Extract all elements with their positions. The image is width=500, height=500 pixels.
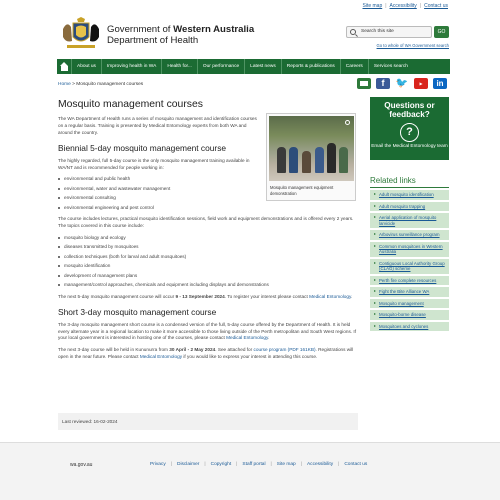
topics-list xyxy=(58,235,358,289)
related-link[interactable]: Mosquitoes and cyclones xyxy=(370,322,449,332)
related-links-list xyxy=(370,190,449,333)
utility-links: Site map | Accessibility | Contact us xyxy=(362,3,448,9)
breadcrumb-home[interactable]: Home xyxy=(58,82,71,87)
nav-latest-news[interactable]: Latest news xyxy=(245,59,282,74)
related-links-title: Related links xyxy=(370,176,416,185)
related-link[interactable]: Mosquito management xyxy=(370,299,449,309)
list-item: environmental engineering and pest control xyxy=(58,205,358,212)
short-course-heading: Short 3-day mosquito management course xyxy=(58,306,217,317)
medical-entomology-link[interactable]: Medical Entomology xyxy=(226,335,268,341)
related-link[interactable]: Arbovirus surveillance program xyxy=(370,230,449,240)
footer-links: Privacy | Disclaimer | Copyright | Staff portal | Site map | Accessibility | Contact us xyxy=(150,462,368,467)
nav-services-search[interactable]: Services search xyxy=(373,64,408,69)
intro-text: The WA Department of Health runs a series of mosquito management and identification courses on a regular basis. Training is presented by Medical Entomology experts from both WA and around the country. xyxy=(58,116,257,135)
biennial-paragraph: The highly regarded, full 5-day course is the only mosquito management training available in WA/NT and is recommended for people working in: xyxy=(58,157,250,170)
photo-person xyxy=(277,147,286,173)
wa-government-search-link[interactable]: Go to whole of WA Government search xyxy=(376,43,449,48)
photo-person xyxy=(289,147,298,173)
related-link[interactable]: Aerial application of mosquito larvicide xyxy=(370,213,449,228)
list-item: mosquito identification xyxy=(58,263,358,270)
zoom-icon[interactable] xyxy=(345,120,350,125)
page-title: Mosquito management courses xyxy=(58,99,203,110)
sitemap-link[interactable]: Site map xyxy=(362,3,383,9)
photo-person xyxy=(302,151,311,173)
related-link[interactable]: Mosquito-borne disease xyxy=(370,310,449,320)
related-links-divider xyxy=(370,187,449,188)
figure-caption: Mosquito management equipment demonstration xyxy=(270,185,334,196)
nav-our-performance[interactable]: Our performance xyxy=(198,59,245,74)
footer-contact-link[interactable]: Contact us xyxy=(344,462,368,467)
share-icons xyxy=(357,78,447,89)
footer xyxy=(0,442,500,500)
question-icon: ? xyxy=(400,123,419,142)
related-link[interactable]: Adult mosquito trapping xyxy=(370,202,449,212)
course-program-pdf-link[interactable]: course program (PDF 161KB) xyxy=(253,347,316,353)
biennial-heading: Biennial 5-day mosquito management course xyxy=(58,142,227,153)
related-link[interactable]: Common mosquitoes in Western Australia xyxy=(370,242,449,257)
footer-disclaimer-link[interactable]: Disclaimer xyxy=(176,462,200,467)
footer-site-name[interactable]: wa.gov.au xyxy=(70,462,93,468)
photo-person xyxy=(339,147,348,173)
course-topics-intro: The course includes lectures, practical mosquito identification sessions, field work and equipment demonstrations and is offered every 2 years. The topics covered in this course include: xyxy=(58,216,354,229)
search-go-button[interactable]: GO xyxy=(434,26,449,38)
course-photo[interactable] xyxy=(269,116,354,181)
footer-sitemap-link[interactable]: Site map xyxy=(276,462,296,467)
footer-copyright-link[interactable]: Copyright xyxy=(210,462,232,467)
main-nav xyxy=(57,59,450,74)
accessibility-link[interactable]: Accessibility xyxy=(389,3,417,9)
feedback-email-text: Email the Medical Entomology team xyxy=(371,143,448,149)
list-item: environmental consulting xyxy=(58,195,358,202)
related-link[interactable]: Adult mosquito identification xyxy=(370,190,449,200)
list-item: diseases transmitted by mosquitoes xyxy=(58,244,358,251)
next-5day-course-text: The next 5-day mosquito management course will occur 9 - 13 September 2024. To register your interest please contact Medical Entomology. xyxy=(58,293,353,299)
print-icon[interactable] xyxy=(357,78,371,89)
list-item: mosquito biology and ecology xyxy=(58,235,358,242)
nav-careers[interactable]: Careers xyxy=(341,59,369,74)
list-item: development of management plans xyxy=(58,273,358,280)
medical-entomology-link[interactable]: Medical Entomology xyxy=(139,354,183,360)
feedback-box[interactable] xyxy=(370,97,449,160)
breadcrumb-current: Mosquito management courses xyxy=(76,82,144,87)
feedback-title: Questions or feedback? xyxy=(384,101,435,120)
search-input[interactable]: Search this site xyxy=(346,26,432,38)
related-link[interactable]: Contiguous Local Authority Group (CLAG) scheme xyxy=(370,259,449,274)
list-item: collection techniques (both for larval and adult mosquitoes) xyxy=(58,254,358,261)
nav-reports[interactable]: Reports & publications xyxy=(282,59,341,74)
short-course-paragraph: The 3-day mosquito management short course is a condensed version of the full, 5-day course offered by the Department of Health. It is held every alternate year in a regional location to make it more accessible to those living outside of the Perth metropolitan and South West regions. If your local government is interested in hosting one of the courses, please contact Medical Entomology. xyxy=(58,321,356,341)
linkedin-icon[interactable]: in xyxy=(433,78,447,89)
photo-person xyxy=(315,147,324,173)
nav-health-for[interactable]: Health for... xyxy=(162,59,198,74)
next-3day-course-text: The next 3-day course will be held in Kununurra from 30 April - 2 May 2024. See attached for course program (PDF 161KB). Registrations will open in the near future. Please contact Medical Entomology if you would like to express your interest in attending this course. xyxy=(58,347,354,360)
last-reviewed: Last reviewed: 16-02-2024 xyxy=(58,413,358,430)
nav-about-us[interactable]: About us xyxy=(72,59,102,74)
footer-staff-portal-link[interactable]: Staff portal xyxy=(242,462,266,467)
list-item: environmental and public health xyxy=(58,176,358,183)
related-link[interactable]: Fight the Bite Alliance WA xyxy=(370,287,449,297)
list-item: management/control approaches, chemicals and equipment including displays and demonstrations xyxy=(58,282,358,289)
breadcrumb: Home > Mosquito management courses xyxy=(58,82,144,87)
footer-accessibility-link[interactable]: Accessibility xyxy=(306,462,334,467)
contact-link[interactable]: Contact us xyxy=(424,3,448,9)
nav-improving-health[interactable]: Improving health in WA xyxy=(102,59,162,74)
department-name: Government of Western Australia Department of Health xyxy=(107,24,255,47)
twitter-icon[interactable]: 🐦 xyxy=(395,78,409,89)
footer-privacy-link[interactable]: Privacy xyxy=(150,462,166,467)
photo-person xyxy=(327,143,336,173)
list-item: environmental, water and wastewater management xyxy=(58,186,358,193)
wa-crest-logo[interactable] xyxy=(59,17,103,51)
youtube-icon[interactable]: ▶ xyxy=(414,78,428,89)
facebook-icon[interactable]: f xyxy=(376,78,390,89)
related-link[interactable]: Perth fire complete resources xyxy=(370,276,449,286)
home-icon[interactable] xyxy=(57,59,72,74)
course-photo-figure xyxy=(266,113,356,201)
medical-entomology-link[interactable]: Medical Entomology xyxy=(309,293,351,299)
search-icon xyxy=(350,29,356,35)
